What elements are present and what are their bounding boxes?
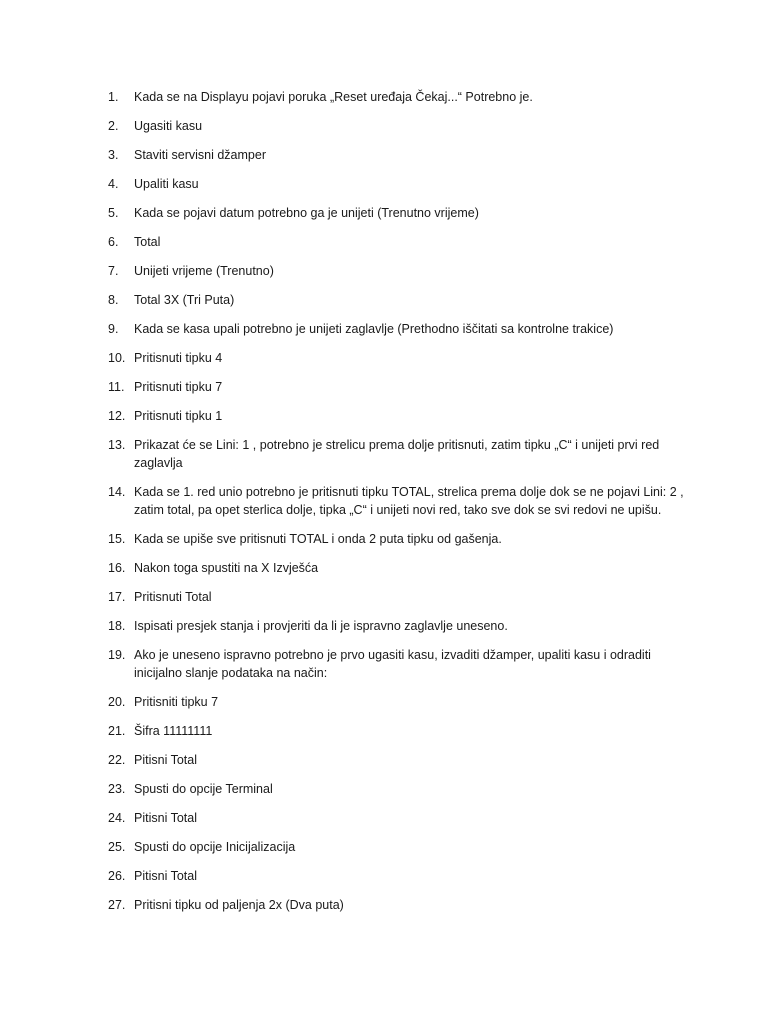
list-item-number: 1. — [108, 90, 119, 104]
list-item — [108, 867, 698, 885]
instruction-list — [108, 88, 698, 925]
list-item-number: 12. — [108, 409, 126, 423]
list-item-number: 7. — [108, 264, 119, 278]
list-item — [108, 809, 698, 827]
list-item — [108, 175, 698, 193]
list-item-number: 2. — [108, 119, 119, 133]
list-item-number: 10. — [108, 351, 126, 365]
list-item-text: Nakon toga spustiti na X Izvješća — [134, 561, 319, 575]
list-item-text: Pritisnuti tipku 1 — [134, 409, 223, 423]
list-item — [108, 233, 698, 251]
list-item-text: Kada se na Displayu pojavi poruka „Reset uređaja Čekaj...“ Potrebno je. — [134, 90, 533, 104]
list-item — [108, 617, 698, 635]
list-item — [108, 146, 698, 164]
list-item-number: 24. — [108, 811, 126, 825]
list-item — [108, 693, 698, 711]
list-item-text: Kada se upiše sve pritisnuti TOTAL i onda 2 puta tipku od gašenja. — [134, 532, 502, 546]
list-item — [108, 530, 698, 548]
list-item-text: Šifra 11111111 — [134, 724, 213, 738]
list-item-number: 4. — [108, 177, 119, 191]
list-item — [108, 436, 698, 472]
list-item-text: Prikazat će se Lini: 1 , potrebno je strelicu prema dolje pritisnuti, zatim tipku „C“ i unijeti prvi red zaglavlja — [134, 438, 660, 470]
list-item-number: 27. — [108, 898, 126, 912]
list-item — [108, 117, 698, 135]
list-item-text: Pritisnuti tipku 7 — [134, 380, 223, 394]
list-item-number: 16. — [108, 561, 126, 575]
list-item-number: 20. — [108, 695, 126, 709]
list-item-number: 5. — [108, 206, 119, 220]
list-item-number: 6. — [108, 235, 119, 249]
list-item-text: Spusti do opcije Inicijalizacija — [134, 840, 296, 854]
list-item — [108, 722, 698, 740]
list-item-text: Ispisati presjek stanja i provjeriti da li je ispravno zaglavlje uneseno. — [134, 619, 508, 633]
list-item-text: Pritisni tipku od paljenja 2x (Dva puta) — [134, 898, 344, 912]
list-item-text: Pitisni Total — [134, 753, 197, 767]
list-item-text: Pitisni Total — [134, 869, 197, 883]
list-item — [108, 88, 698, 106]
list-item-number: 14. — [108, 485, 126, 499]
list-item — [108, 320, 698, 338]
list-item — [108, 291, 698, 309]
list-item-number: 3. — [108, 148, 119, 162]
list-item — [108, 378, 698, 396]
list-item-text: Kada se pojavi datum potrebno ga je unijeti (Trenutno vrijeme) — [134, 206, 479, 220]
list-item — [108, 349, 698, 367]
list-item — [108, 588, 698, 606]
list-item-number: 18. — [108, 619, 126, 633]
list-item — [108, 483, 698, 519]
list-item-text: Upaliti kasu — [134, 177, 199, 191]
list-item-number: 8. — [108, 293, 119, 307]
list-item — [108, 780, 698, 798]
list-item-number: 11. — [108, 380, 125, 394]
list-item-number: 9. — [108, 322, 119, 336]
list-item — [108, 646, 698, 682]
list-item-text: Kada se 1. red unio potrebno je pritisnuti tipku TOTAL, strelica prema dolje dok se ne pojavi Lini: 2 , zatim total, pa opet sterlica dolje, tipka „C“ i unijeti novi red, tako sve dok se svi redovi ne upišu. — [134, 485, 684, 517]
list-item-text: Total 3X (Tri Puta) — [134, 293, 235, 307]
list-item-text: Unijeti vrijeme (Trenutno) — [134, 264, 274, 278]
list-item-number: 13. — [108, 438, 126, 452]
list-item — [108, 204, 698, 222]
list-item — [108, 751, 698, 769]
list-item-text: Staviti servisni džamper — [134, 148, 266, 162]
list-item-text: Pitisni Total — [134, 811, 197, 825]
list-item-text: Total — [134, 235, 161, 249]
list-item — [108, 838, 698, 856]
list-item-number: 25. — [108, 840, 126, 854]
list-item-text: Pritisnuti Total — [134, 590, 212, 604]
list-item-text: Pritisniti tipku 7 — [134, 695, 219, 709]
list-item-number: 21. — [108, 724, 126, 738]
list-item — [108, 559, 698, 577]
list-item — [108, 262, 698, 280]
list-item-text: Spusti do opcije Terminal — [134, 782, 273, 796]
list-item-text: Pritisnuti tipku 4 — [134, 351, 223, 365]
list-item — [108, 407, 698, 425]
list-item — [108, 896, 698, 914]
list-item-number: 15. — [108, 532, 126, 546]
list-item-text: Ugasiti kasu — [134, 119, 203, 133]
list-item-number: 19. — [108, 648, 126, 662]
list-item-number: 23. — [108, 782, 126, 796]
list-item-text: Ako je uneseno ispravno potrebno je prvo ugasiti kasu, izvaditi džamper, upaliti kasu i odraditi inicijalno slanje podataka na način: — [134, 648, 651, 680]
list-item-text: Kada se kasa upali potrebno je unijeti zaglavlje (Prethodno iščitati sa kontrolne trakice) — [134, 322, 614, 336]
list-item-number: 26. — [108, 869, 126, 883]
list-item-number: 22. — [108, 753, 126, 767]
list-item-number: 17. — [108, 590, 126, 604]
